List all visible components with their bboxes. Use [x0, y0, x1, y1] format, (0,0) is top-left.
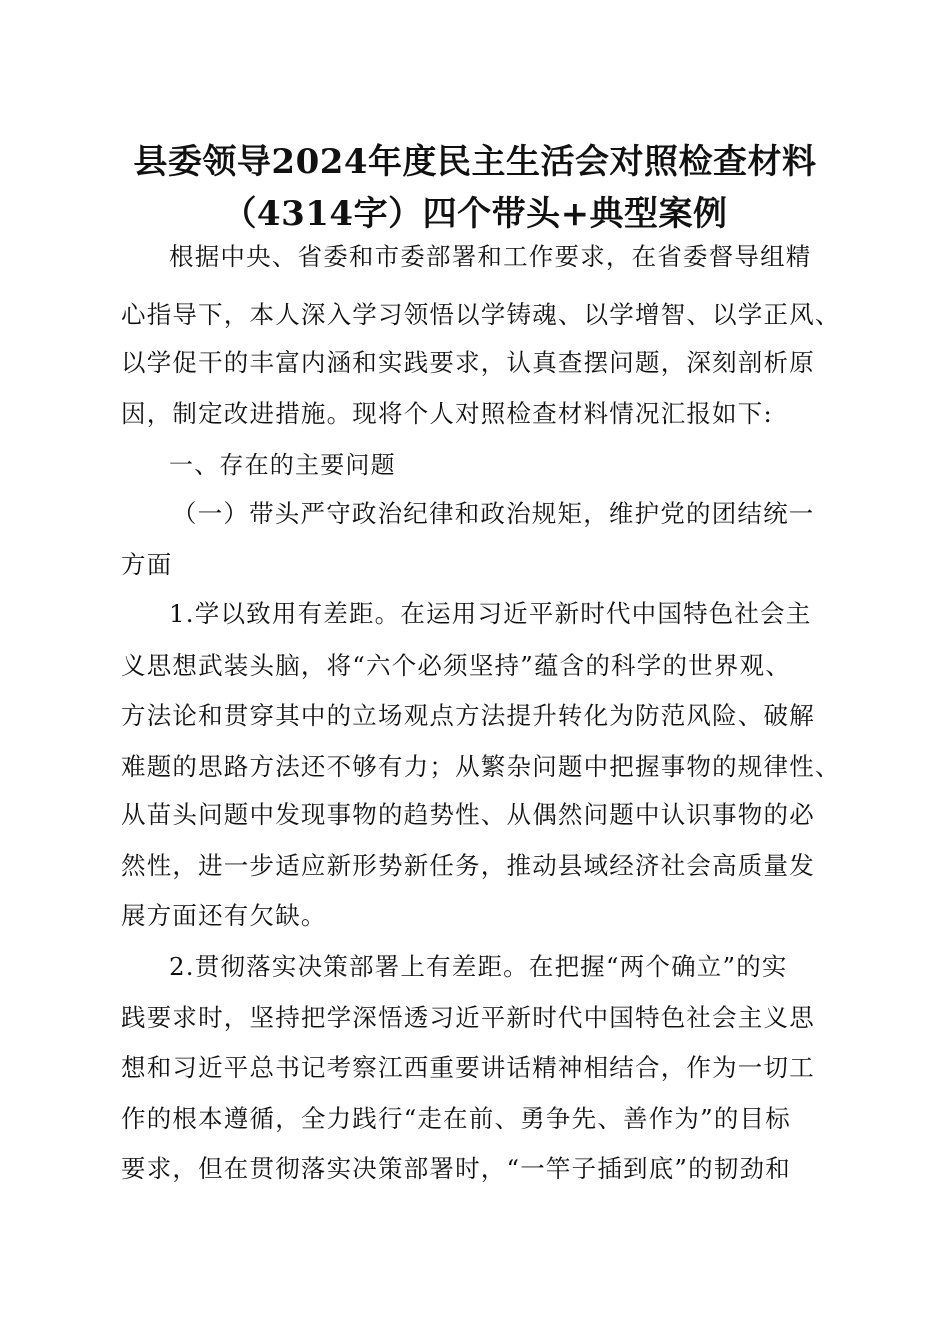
- item-1-line: 义思想武装头脑，将“六个必须坚持”蕴含的科学的世界观、: [121, 651, 791, 680]
- item-1-line: 1.学以致用有差距。在运用习近平新时代中国特色社会主: [169, 599, 812, 628]
- item-1-line: 方法论和贯穿其中的立场观点方法提升转化为防范风险、破解: [121, 701, 815, 730]
- item-1-line: 难题的思路方法还不够有力；从繁杂问题中把握事物的规律性、: [121, 752, 841, 781]
- document-title-line-2: （4314字）四个带头+典型案例: [222, 194, 728, 234]
- subsection-heading-line: 方面: [121, 550, 173, 579]
- item-1-line: 展方面还有欠缺。: [121, 901, 327, 930]
- intro-line: 因，制定改进措施。现将个人对照检查材料情况汇报如下:: [121, 399, 773, 428]
- subsection-heading-line: （一）带头严守政治纪律和政治规矩，维护党的团结统一: [172, 499, 815, 528]
- item-2-line: 要求，但在贯彻落实决策部署时，“一竿子插到底”的韧劲和: [121, 1154, 791, 1183]
- item-2-line: 作的根本遵循，全力践行“走在前、勇争先、善作为”的目标: [121, 1104, 791, 1133]
- item-2-line: 想和习近平总书记考察江西重要讲话精神相结合，作为一切工: [121, 1053, 815, 1082]
- item-1-line: 从苗头问题中发现事物的趋势性、从偶然问题中认识事物的必: [121, 800, 815, 829]
- section-heading: 一、存在的主要问题: [169, 451, 396, 479]
- intro-line: 以学促干的丰富内涵和实践要求，认真查摆问题，深刻剖析原: [121, 348, 815, 377]
- document-title-line-1: 县委领导2024年度民主生活会对照检查材料: [133, 142, 817, 182]
- intro-line: 根据中央、省委和市委部署和工作要求，在省委督导组精: [169, 242, 812, 271]
- item-1-line: 然性，进一步适应新形势新任务，推动县域经济社会高质量发: [121, 851, 815, 880]
- intro-line: 心指导下，本人深入学习领悟以学铸魂、以学增智、以学正风、: [121, 300, 841, 329]
- item-2-line: 践要求时，坚持把学深悟透习近平新时代中国特色社会主义思: [121, 1003, 815, 1032]
- item-2-line: 2.贯彻落实决策部署上有差距。在把握“两个确立”的实: [169, 952, 788, 981]
